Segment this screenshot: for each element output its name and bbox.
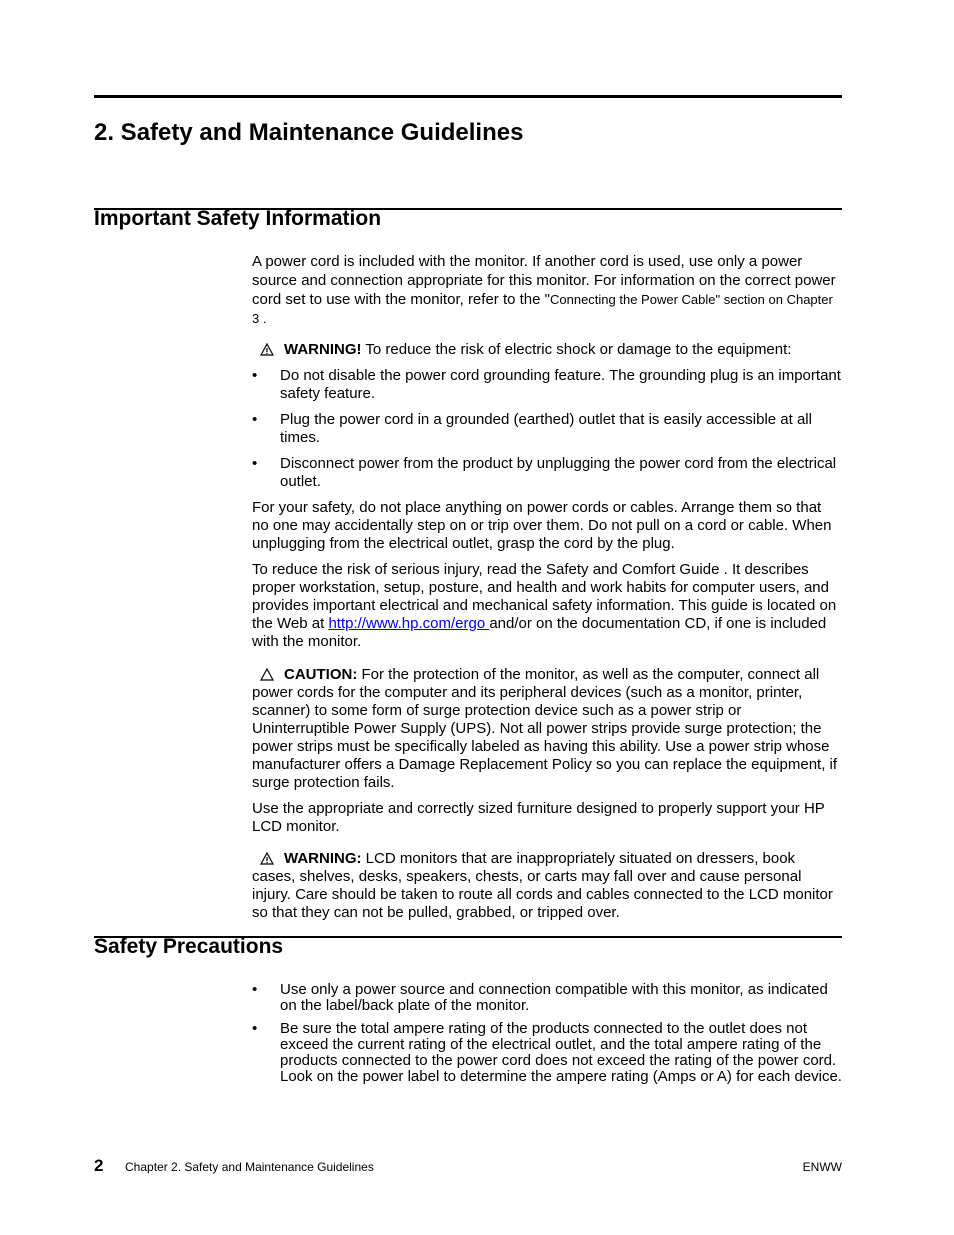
cross-reference: Connecting the Power Cable" section on Chapter 3 . <box>252 292 833 326</box>
top-rule <box>94 95 842 98</box>
list-item: • Do not disable the power cord grounding feature. The grounding plug is an important safety feature. <box>252 367 841 402</box>
caution-label: CAUTION: <box>284 666 358 683</box>
page-number: 2 <box>94 1156 104 1175</box>
chapter-title: 2. Safety and Maintenance Guidelines <box>94 119 524 146</box>
furniture-paragraph: Use the appropriate and correctly sized furniture designed to properly support your HP LCD monitor. <box>252 800 825 835</box>
section2-body <box>252 982 842 1085</box>
section1-body <box>252 252 842 922</box>
warning-label: WARNING! <box>284 341 362 358</box>
caution-triangle-icon <box>260 668 274 681</box>
list-item: • Be sure the total ampere rating of the products connected to the outlet does not exceed the current rating of the electrical outlet, and the total ampere rating of the products connected to the power cord does not exceed the rating of the power cord. Look on the power label to determine the ampere rating (Amps or A) for each device. <box>252 1020 842 1085</box>
ergo-web-link[interactable]: http://www.hp.com/ergo <box>328 615 490 632</box>
list-item: • Disconnect power from the product by unplugging the power cord from the electrical outlet. <box>252 455 837 490</box>
warning-triangle-icon <box>260 343 274 356</box>
caution-notice: CAUTION: For the protection of the monitor, as well as the computer, connect all power cords for the computer and its peripheral devices (such as a monitor, printer, scanner) to some form of surge protection device such as a power strip or Uninterruptible Power Supply (UPS). Not all power strips provide surge protection; the power strips must be specifically labeled as having this ability. Use a power strip whose manufacturer offers a Damage Replacement Policy so you can replace the equipment, if surge protection fails. <box>252 666 838 791</box>
section-title-safety-precautions: Safety Precautions <box>94 935 284 958</box>
warning-notice-2: WARNING: LCD monitors that are inappropriately situated on dressers, book cases, shelves, desks, speakers, chests, or carts may fall over and cause personal injury. Care should be taken to route all cords and cables connected to the LCD monitor so that they can not be pulled, grabbed, or tripped over. <box>252 850 833 921</box>
warning-label: WARNING: <box>284 850 362 867</box>
precautions-bullet-list <box>252 982 842 1085</box>
list-item: • Plug the power cord in a grounded (earthed) outlet that is easily accessible at all times. <box>252 411 812 446</box>
bullet-glyph: • <box>252 411 258 428</box>
bullet-glyph: • <box>252 1020 258 1037</box>
footer-locale-code: ENWW <box>802 1160 842 1174</box>
footer-chapter-text: Chapter 2. Safety and Maintenance Guidelines <box>125 1160 374 1174</box>
warning-bullet-list <box>252 367 842 491</box>
bullet-glyph: • <box>252 367 258 384</box>
section-title-important-safety: Important Safety Information <box>94 207 382 230</box>
bullet-glyph: • <box>252 455 258 472</box>
comfort-guide-paragraph: To reduce the risk of serious injury, read the Safety and Comfort Guide . It describes proper workstation, setup, posture, and health and work habits for computer users, and provides important electrical and mechanical safety information. This guide is located on the Web at http://www.hp.com/ergo and/or on the documentation CD, if one is included with the monitor. <box>252 561 837 650</box>
intro-paragraph: A power cord is included with the monitor. If another cord is used, use only a power source and connection appropriate for this monitor. For information on the correct power cord set to use with the monitor, refer to the "Connecting the Power Cable" section on Chapter 3 . <box>252 253 836 326</box>
warning-notice-1: WARNING! To reduce the risk of electric shock or damage to the equipment: <box>252 341 842 359</box>
warning-triangle-icon <box>260 852 274 865</box>
list-item: • Use only a power source and connection compatible with this monitor, as indicated on the label/back plate of the monitor. <box>252 981 828 1014</box>
safety-paragraph: For your safety, do not place anything on power cords or cables. Arrange them so that no one may accidentally step on or trip over them. Do not pull on a cord or cable. When unplugging from the electrical outlet, grasp the cord by the plug. <box>252 499 832 552</box>
bullet-glyph: • <box>252 981 258 998</box>
